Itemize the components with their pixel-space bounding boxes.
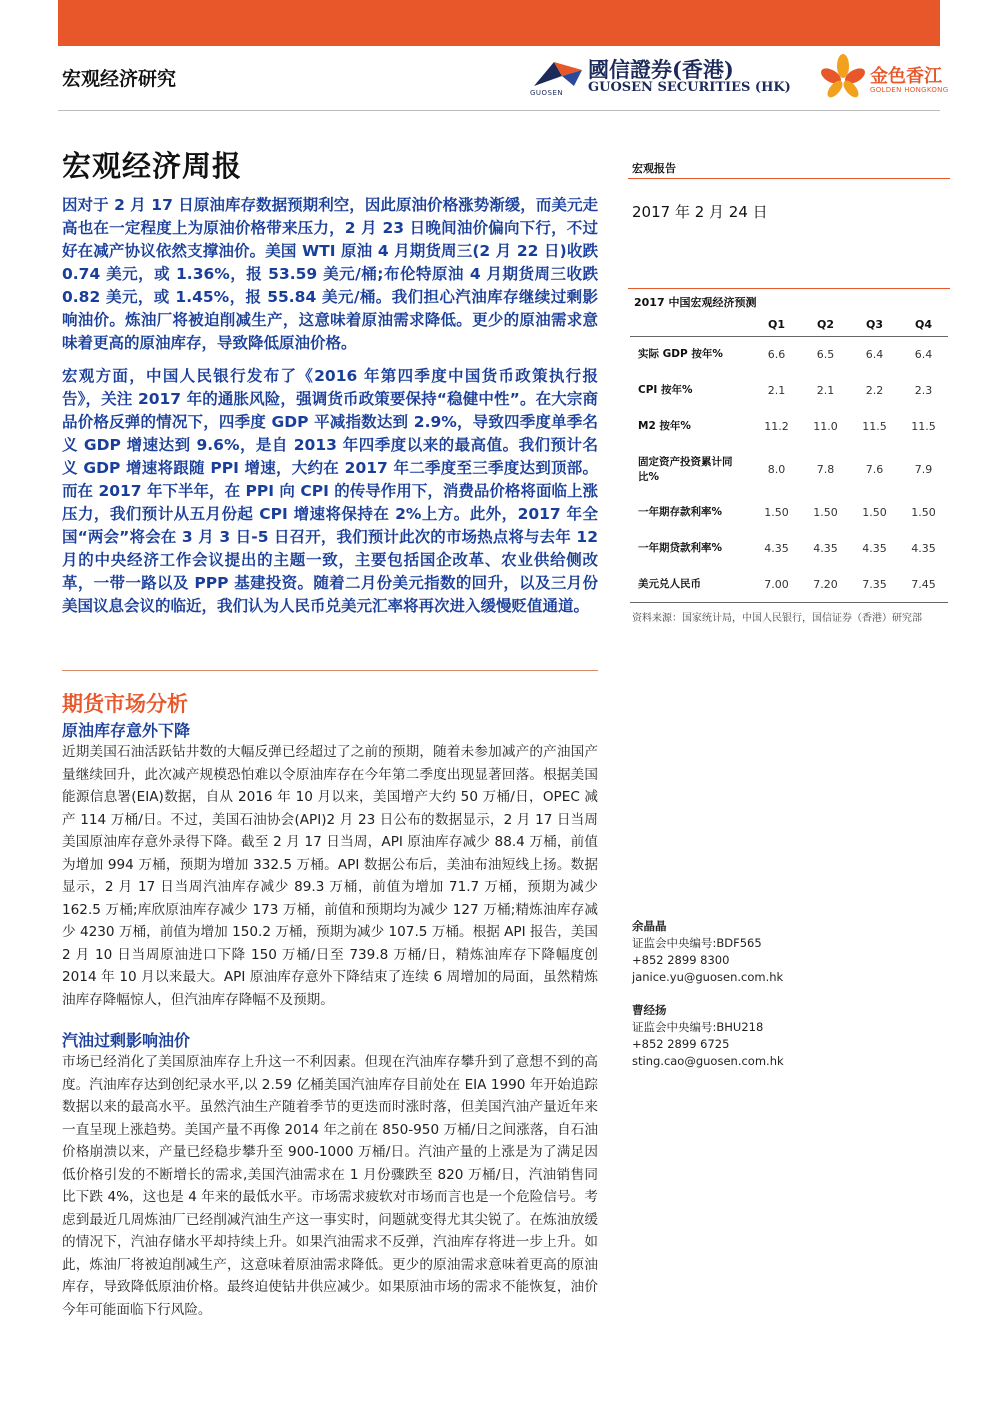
table-top-rule xyxy=(628,288,950,289)
table-cell: 8.0 xyxy=(767,463,786,476)
subheading-gasoline-surplus: 汽油过剩影响油价 xyxy=(62,1031,191,1050)
table-cell: 7.6 xyxy=(865,463,884,476)
column-header: Q2 xyxy=(816,317,834,331)
page-title: 宏观经济周报 xyxy=(62,149,243,183)
subheading-crude-inventory: 原油库存意外下降 xyxy=(62,721,191,740)
forecast-table-title: 2017 中国宏观经济预测 xyxy=(634,296,757,309)
table-cell: 2.1 xyxy=(816,384,835,397)
table-cell: 7.45 xyxy=(911,577,936,591)
column-header: Q3 xyxy=(865,317,883,331)
row-label: CPI 按年% xyxy=(638,384,693,396)
table-cell: 6.6 xyxy=(767,348,786,362)
table-row xyxy=(630,445,948,495)
column-header: Q1 xyxy=(767,317,785,331)
table-row xyxy=(630,567,948,603)
table-cell: 11.5 xyxy=(911,420,936,433)
body-paragraph-2: 市场已经消化了美国原油库存上升这一不利因素。但现在汽油库存攀升到了意想不到的高度。汽油库存达到创纪录水平,以 2.59 亿桶美国汽油库存目前处在 EIA 1990 年开始追踪数据以来的最高水平。虽然汽油生产随着季节的更迭而时涨时落，但美国汽油产量近年来一直呈现上涨趋势。美国产量不再像 2014 年之前在 850-950 万桶/日之间涨落，自石油价格崩溃以来，产量已经稳步攀升至 900-1000 万桶/日。汽油产量的上涨是为了满足因低价格引发的不断增长的需求,美国汽油需求在 1 月份骤跌至 820 万桶/日，汽油销售同比下跌 4%，这也是 4 年来的最低水平。市场需求疲软对市场而言也是一个危险信号。考虑到最近几周炼油厂已经削减汽油生产这一事实时，问题就变得尤其尖锐了。在炼油放缓的情况下，汽油存储水平却持续上升。如果汽油需求不反弹，汽油库存将进一步上升。如此，炼油厂将被迫削减生产，这意味着原油需求降低。更少的原油需求意味着更高的原油库存，导致降低原油价格。最终迫使钻井供应减少。如果原油市场的需求不能恢复，油价今年可能面临下行风险。 xyxy=(62,1054,598,1318)
table-cell: 4.35 xyxy=(911,542,936,555)
row-label: 实际 GDP 按年% xyxy=(638,348,723,361)
analyst-name: 余晶晶 xyxy=(632,919,667,933)
table-cell: 2.3 xyxy=(914,384,933,397)
table-cell: 1.50 xyxy=(911,506,936,519)
analyst-name: 曹经扬 xyxy=(632,1003,667,1017)
table-cell: 1.50 xyxy=(813,506,838,519)
analyst-phone: +852 2899 8300 xyxy=(632,953,730,967)
analyst-email[interactable]: janice.yu@guosen.com.hk xyxy=(632,970,784,984)
table-row xyxy=(630,373,948,409)
row-label: M2 按年% xyxy=(638,420,691,432)
table-cell: 4.35 xyxy=(764,542,789,555)
table-cell: 7.8 xyxy=(816,463,835,476)
table-cell: 11.0 xyxy=(813,420,838,433)
guosen-logo xyxy=(528,54,798,100)
body-paragraph-1: 近期美国石油活跃钻井数的大幅反弹已经超过了之前的预期，随着未参加减产的产油国产量继续回升，此次减产规模恐怕难以令原油库存在今年第二季度出现显著回落。根据美国能源信息署(EIA)数据，自从 2016 年 10 月以来，美国增产大约 50 万桶/日，OPEC 减产 114 万桶/日。不过，美国石油协会(API)2 月 23 日公布的数据显示，2 月 17 日当周美国原油库存意外录得下降。截至 2 月 17 日当周，API 原油库存减少 88.4 万桶，前值为增加 994 万桶，预期为增加 332.5 万桶。API 数据公布后，美油布油短线上扬。数据显示，2 月 17 日当周汽油库存减少 89.3 万桶，前值为增加 71.7 万桶，预期为减少 162.5 万桶;库欣原油库存减少 173 万桶，前值和预期均为减少 127 万桶;精炼油库存减少 4230 万桶，前值为增加 150.2 万桶，预期为减少 107.5 万桶。根据 API 报告，美国 2 月 10 日当周原油进口下降 150 万桶/日至 739.8 万桶/日，精炼油库存下降幅度创 2014 年 10 月以来最大。API 原油库存意外下降结束了连续 6 周增加的局面，虽然精炼油库存降幅惊人，但汽油库存降幅不及预期。 xyxy=(62,744,598,1008)
row-label: 美元兑人民币 xyxy=(638,577,701,590)
analyst-card xyxy=(632,1002,784,1070)
table-row xyxy=(630,495,948,531)
table-cell: 11.2 xyxy=(764,420,789,433)
table-row xyxy=(630,531,948,567)
sidebar-rule xyxy=(628,178,950,179)
table-cell: 7.9 xyxy=(914,463,933,476)
golden-hongkong-en: GOLDEN HONGKONG xyxy=(870,86,949,94)
summary-paragraph: 因对于 2 月 17 日原油库存数据预期利空，因此原油价格涨势渐缓，而美元走高也在一定程度上为原油价格带来压力，2 月 23 日晚间油价偏向下行，不过好在减产协议依然支撑油价。美国 WTI 原油 4 月期货周三(2 月 22 日)收跌 0.74 美元，或 1.36%，报 53.59 美元/桶;布伦特原油 4 月期货周三收跌 0.82 美元，或 1.45%，报 55.84 美元/桶。我们担心汽油库存继续过剩影响油价。炼油厂将被迫削减生产，这意味着原油需求降低。更少的原油需求意味着更高的原油库存，导致降低原油价格。 xyxy=(62,196,598,352)
report-date: 2017 年 2 月 24 日 xyxy=(632,203,768,221)
column-header: Q4 xyxy=(914,317,932,331)
golden-hongkong-cn: 金色香江 xyxy=(870,66,942,87)
section-heading: 期货市场分析 xyxy=(62,692,188,716)
golden-hongkong-logo xyxy=(818,52,958,102)
row-label: 固定资产投资累计同比% xyxy=(638,455,733,483)
table-cell: 7.35 xyxy=(862,577,887,591)
table-cell: 7.00 xyxy=(764,577,789,591)
analyst-email[interactable]: sting.cao@guosen.com.hk xyxy=(632,1054,784,1068)
analyst-registration: 证监会中央编号:BDF565 xyxy=(632,936,762,950)
guosen-logo-en: GUOSEN SECURITIES (HK) xyxy=(588,80,791,95)
top-accent-bar xyxy=(58,0,940,46)
table-cell: 6.4 xyxy=(914,348,933,362)
table-cell: 4.35 xyxy=(862,542,887,555)
table-row xyxy=(630,409,948,445)
table-cell: 6.5 xyxy=(816,348,835,362)
row-label: 一年期存款利率% xyxy=(638,506,723,518)
guosen-logo-mark-text: GUOSEN xyxy=(530,89,564,97)
table-cell: 7.20 xyxy=(813,577,838,591)
summary-block xyxy=(62,194,598,628)
header-divider xyxy=(58,110,940,111)
table-cell: 2.2 xyxy=(865,384,884,397)
section-tag: 宏观经济研究 xyxy=(62,68,177,90)
summary-paragraph: 宏观方面，中国人民银行发布了《2016 年第四季度中国货币政策执行报告》，关注 2017 年的通胀风险，强调货币政策要保持“稳健中性”。在大宗商品价格反弹的情况下，四季度 GDP 平减指数达到 2.9%，导致四季度单季名义 GDP 增速达到 9.6%，是自 2013 年四季度以来的最高值。我们预计名义 GDP 增速将跟随 PPI 增速，大约在 2017 年二季度至三季度达到顶部。而在 2017 年下半年，在 PPI 向 CPI 的传导作用下，消费品价格将面临上涨压力，我们预计从五月份起 CPI 增速将保持在 2%上方。此外，2017 年全国“两会”将会在 3 月 3 日-5 日召开，我们预计此次的市场热点将与去年 12 月的中央经济工作会议提出的主题一致，主要包括国企改革、农业供给侧改革，一带一路以及 PPP 基建投资。随着二月份美元指数的回升，以及三月份美国议息会议的临近，我们认为人民币兑美元汇率将再次进入缓慢贬值通道。 xyxy=(62,367,598,615)
table-cell: 2.1 xyxy=(767,384,786,397)
summary-divider xyxy=(62,670,598,671)
table-cell: 1.50 xyxy=(862,506,887,519)
report-type-label: 宏观报告 xyxy=(632,162,676,175)
analyst-registration: 证监会中央编号:BHU218 xyxy=(632,1020,764,1034)
table-source-note: 资料来源：国家统计局，中国人民银行，国信证券（香港）研究部 xyxy=(632,613,922,624)
analyst-phone: +852 2899 6725 xyxy=(632,1037,730,1051)
bauhinia-flower-icon xyxy=(818,52,868,100)
row-label: 一年期贷款利率% xyxy=(638,542,723,554)
analyst-card xyxy=(632,918,783,986)
table-cell: 4.35 xyxy=(813,542,838,555)
guosen-logo-cn: 國信證券(香港) xyxy=(588,57,734,82)
table-header-row xyxy=(630,312,948,337)
forecast-table xyxy=(630,312,948,603)
table-row xyxy=(630,337,948,373)
table-cell: 6.4 xyxy=(865,348,884,362)
table-cell: 1.50 xyxy=(764,506,789,519)
table-cell: 11.5 xyxy=(862,420,887,433)
